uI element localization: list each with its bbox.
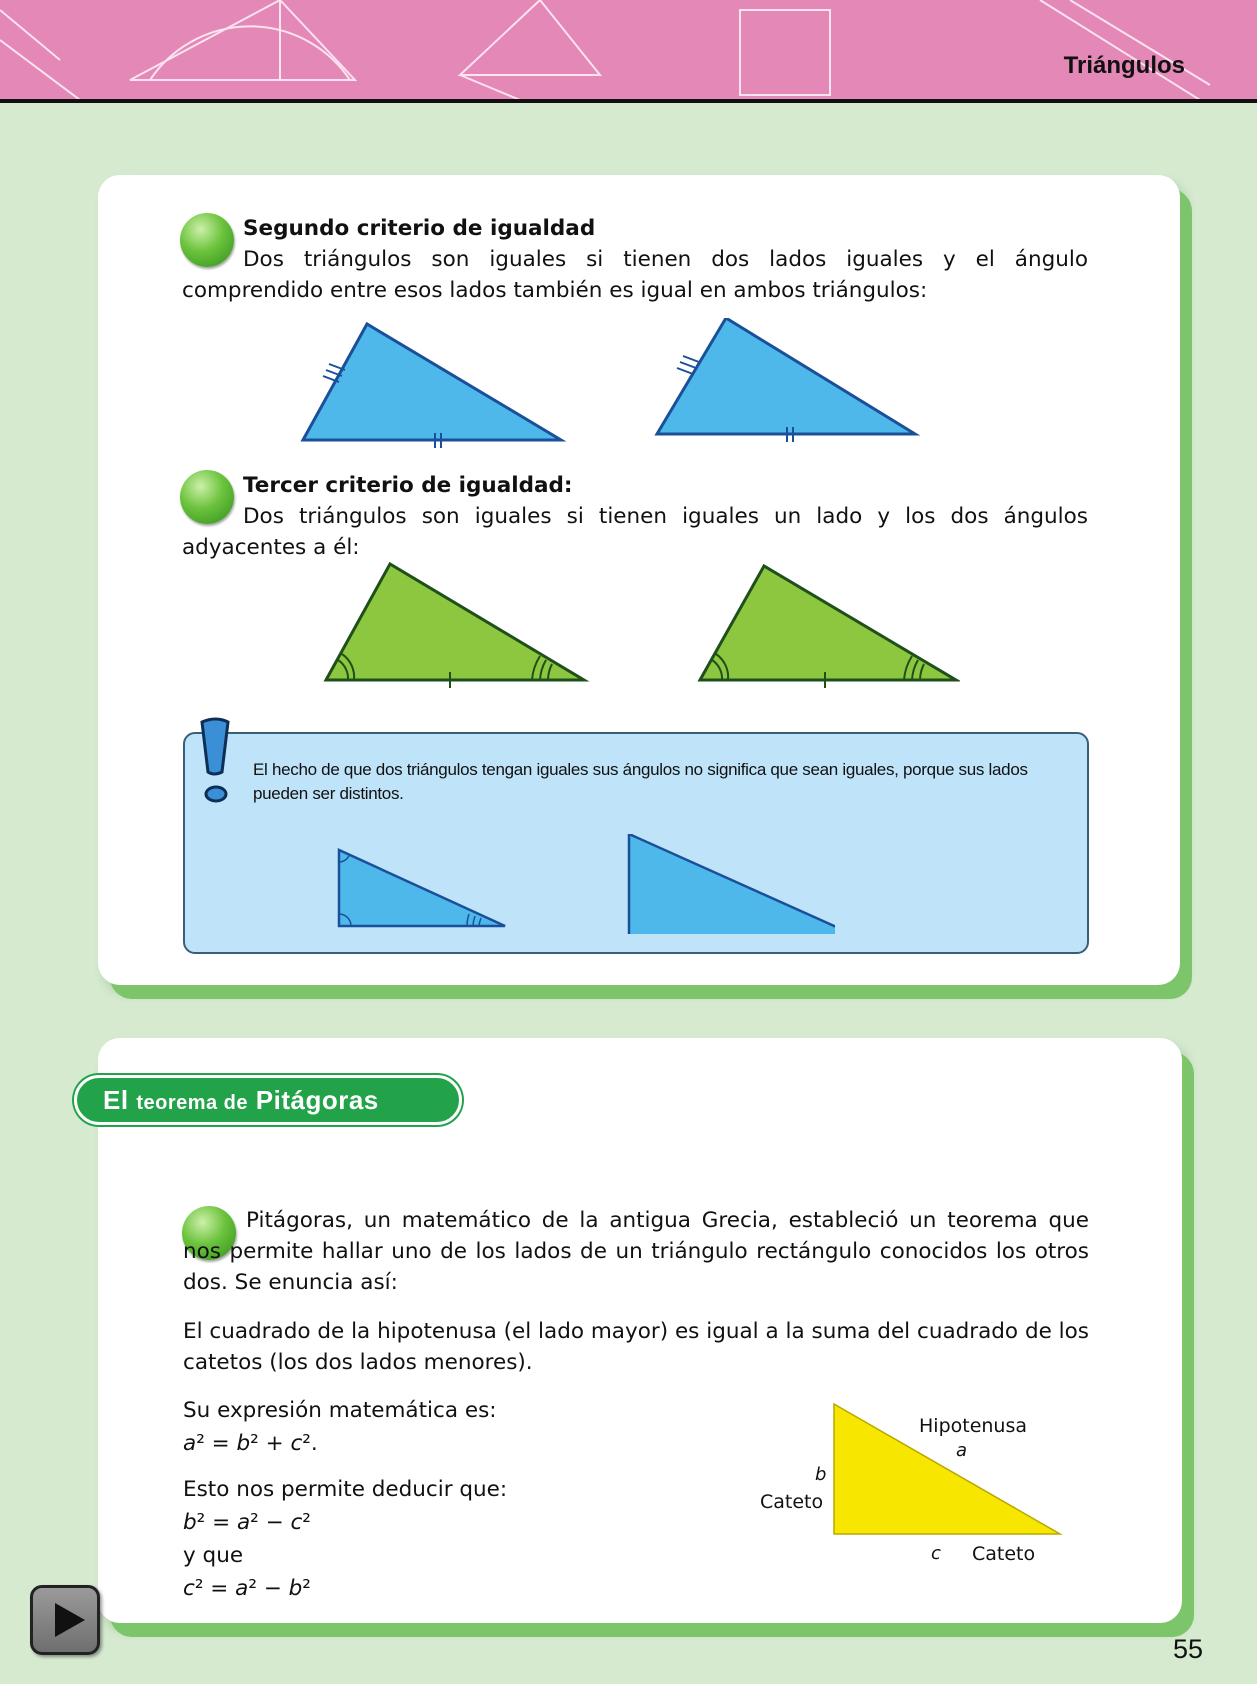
header-title: Triángulos <box>1063 52 1185 79</box>
blue-triangle-2 <box>657 318 915 434</box>
leg-c-label: Cateto <box>972 1543 1036 1565</box>
pythagoras-intro: Pitágoras, un matemático de la antigua Grecia, estableció un teorema que nos permite hallar uno de los lados de un triángulo rectángulo conocidos los otros dos. Se enuncia así: <box>183 1208 1089 1295</box>
note-box <box>183 732 1089 954</box>
section2-text: Dos triángulos son iguales si tienen iguales un lado y los dos ángulos adyacentes a él: <box>182 504 1088 560</box>
section-title: El teorema de Pitágoras <box>103 1085 379 1115</box>
formula-b: b² = a² − c² <box>183 1510 311 1535</box>
section-title-tab <box>74 1075 462 1125</box>
leg-b-var: b <box>815 1464 827 1485</box>
section1-heading: Segundo criterio de igualdad <box>243 216 596 241</box>
hypotenuse-var: a <box>956 1440 968 1461</box>
leg-b-label: Cateto <box>760 1491 824 1513</box>
page-header <box>0 0 1257 103</box>
asa-triangles-figure <box>320 560 960 690</box>
hypotenuse-label: Hipotenusa <box>919 1415 1028 1437</box>
play-icon[interactable] <box>30 1585 100 1655</box>
leg-c-var: c <box>931 1543 941 1564</box>
deduce-intro: Esto nos permite deducir que: <box>183 1477 508 1502</box>
green-triangle-2 <box>700 566 956 680</box>
blue-triangle-1 <box>303 324 561 440</box>
similar-triangles-figure <box>335 834 835 934</box>
pythagoras-statement: El cuadrado de la hipotenusa (el lado mayor) es igual a la suma del cuadrado de los catetos (los dos lados menores). <box>183 1319 1089 1375</box>
section2-heading: Tercer criterio de igualdad: <box>243 473 573 498</box>
sas-triangles-figure <box>295 318 935 448</box>
formula-c: c² = a² − b² <box>183 1576 311 1601</box>
expression-intro: Su expresión matemática es: <box>183 1398 497 1423</box>
page-number: 55 <box>1173 1634 1204 1664</box>
section1-text: Dos triángulos son iguales si tienen dos lados iguales y el ángulo comprendido entre esos lados también es igual en ambos triángulos: <box>182 247 1088 303</box>
large-blue-triangle <box>629 834 835 934</box>
note-text: El hecho de que dos triángulos tengan iguales sus ángulos no significa que sean iguales, porque sus lados pueden ser distintos. <box>253 760 1028 803</box>
y-que-text: y que <box>183 1543 244 1568</box>
formula-main: a² = b² + c². <box>183 1431 318 1456</box>
exclamation-icon <box>196 716 236 806</box>
small-blue-triangle <box>339 850 505 926</box>
